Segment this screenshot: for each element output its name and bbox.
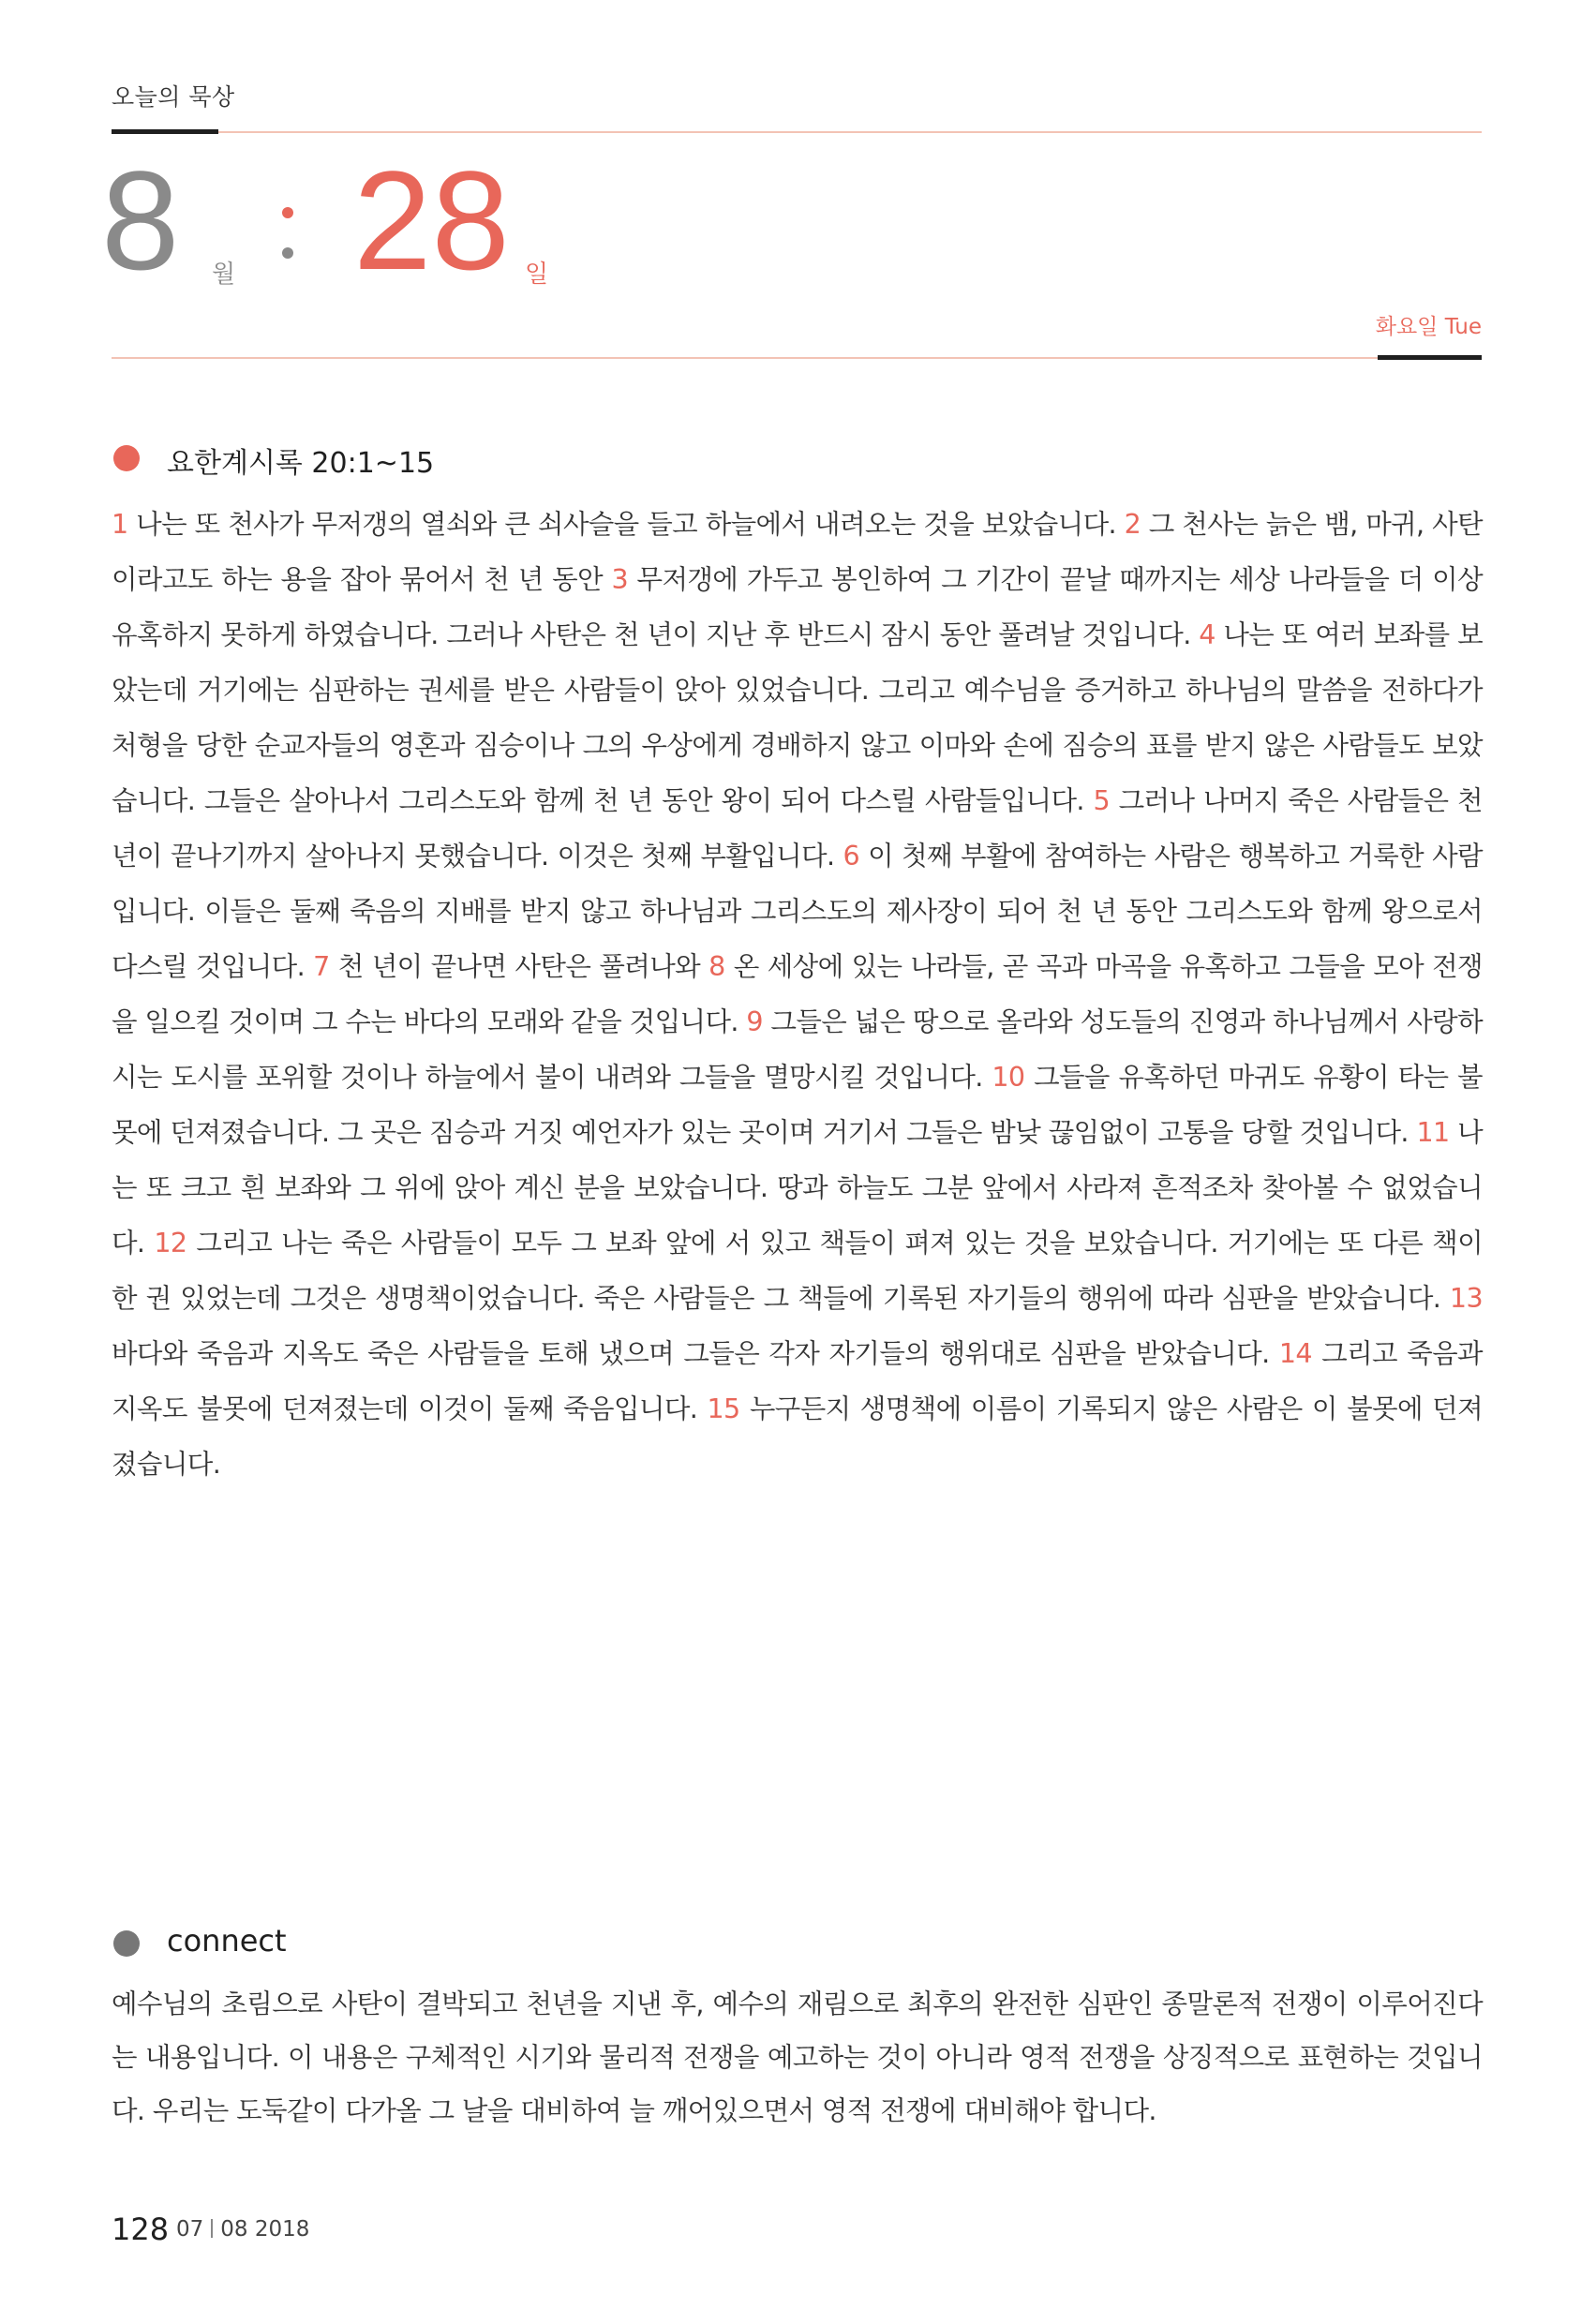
header-divider-accent [1378, 355, 1482, 360]
verse-text: 그 천사는 늙은 뱀, 마귀, 사탄이라고도 하는 용을 잡아 묶어서 천 년 동안 [112, 509, 1483, 595]
verse-number: 10 [992, 1062, 1025, 1093]
connect-body: 예수님의 초림으로 사탄이 결박되고 천년을 지낸 후, 예수의 재림으로 최후의 완전한 심판인 종말론적 전쟁이 이루어진다는 내용입니다. 이 내용은 구체적인 시기와 물리적 전쟁을 예고하는 것이 아니라 영적 전쟁을 상징적으로 표현하는 것입니다. 우리는 도둑같이 다가올 그 날을 대비하여 늘 깨어있으면서 영적 전쟁에 대비해야 합니다. [112, 1989, 1483, 2126]
verse-text: 그들은 넓은 땅으로 올라와 성도들의 진영과 하나님께서 사랑하시는 도시를 포위할 것이나 하늘에서 불이 내려와 그들을 멸망시킬 것입니다. [112, 1006, 1484, 1093]
verse-number: 3 [611, 564, 629, 595]
verse-text: 온 세상에 있는 나라들, 곧 곡과 마곡을 유혹하고 그들을 모아 전쟁을 일으킬 것이며 그 수는 바다의 모래와 같을 것입니다. [112, 951, 1483, 1037]
verse-number: 8 [709, 951, 725, 982]
verse-text: 무저갱에 가두고 봉인하여 그 기간이 끝날 때까지는 세상 나라들을 더 이상 유혹하지 못하게 하였습니다. 그러나 사탄은 천 년이 지난 후 반드시 잠시 동안 풀려날 것입니다. [112, 564, 1484, 650]
section-label: 오늘의 묵상 [112, 83, 235, 111]
passage-bullet-icon [113, 445, 140, 471]
verse [112, 1228, 1483, 1314]
date-day-unit: 일 [525, 261, 549, 289]
verse-number: 9 [746, 1006, 763, 1037]
verse [313, 951, 700, 982]
verse-text: 그러나 나머지 죽은 사람들은 천 년이 끝나기까지 살아나지 못했습니다. 이것은 첫째 부활입니다. [112, 785, 1483, 872]
date-separator-dot-bottom [282, 247, 293, 259]
verse-number: 14 [1278, 1338, 1312, 1369]
date-month: 8 [101, 142, 180, 299]
connect-heading: connect [167, 1923, 287, 1959]
top-divider-accent [112, 129, 218, 134]
verse-text: 나는 또 여러 보좌를 보았는데 거기에는 심판하는 권세를 받은 사람들이 앉아 있었습니다. 그리고 예수님을 증거하고 하나님의 말씀을 전하다가 처형을 당한 순교자들의 영혼과 짐승이나 그의 우상에게 경배하지 않고 이마와 손에 짐승의 표를 받지 않은 사람들도 보았습니다. 그들은 살아나서 그리스도와 함께 천 년 동안 왕이 되어 다스릴 사람들입니다. [112, 619, 1484, 816]
verse-text: 천 년이 끝나면 사탄은 풀려나와 [337, 951, 701, 982]
passage-reference: 요한계시록 20:1~15 [167, 447, 435, 480]
verse [112, 509, 1116, 540]
date-day: 28 [353, 142, 510, 299]
issue-months: 07 [176, 2217, 204, 2242]
verse-number: 4 [1199, 619, 1216, 650]
verse-text: 그들을 유혹하던 마귀도 유황이 타는 불못에 던져졌습니다. 그 곳은 짐승과 거짓 예언자가 있는 곳이며 거기서 그들은 밤낮 끊임없이 고통을 당할 것입니다. [112, 1062, 1483, 1148]
verse-number: 2 [1124, 509, 1141, 540]
page-number: 128 [112, 2212, 170, 2247]
verse-number: 7 [313, 951, 330, 982]
scripture-passage [112, 497, 1483, 1492]
date-separator-dot-top [282, 207, 293, 218]
header-divider [112, 357, 1482, 359]
verse-text: 바다와 죽음과 지옥도 죽은 사람들을 토해 냈으며 그들은 각자 자기들의 행위대로 심판을 받았습니다. [112, 1338, 1270, 1369]
top-divider [112, 131, 1482, 133]
verse-number: 5 [1093, 785, 1110, 816]
issue-info [176, 2217, 309, 2242]
verse-number: 1 [112, 509, 128, 540]
verse-text: 그리고 나는 죽은 사람들이 모두 그 보좌 앞에 서 있고 책들이 펴져 있는 것을 보았습니다. 거기에는 또 다른 책이 한 권 있었는데 그것은 생명책이었습니다. 죽은 사람들은 그 책들에 기록된 자기들의 행위에 따라 심판을 받았습니다. [112, 1228, 1484, 1314]
connect-bullet-icon [113, 1930, 140, 1957]
weekday-label: 화요일 Tue [1375, 315, 1482, 339]
verse-text: 나는 또 크고 흰 보좌와 그 위에 앉아 계신 분을 보았습니다. 땅과 하늘도 그분 앞에서 사라져 흔적조차 찾아볼 수 없었습니다. [112, 1117, 1483, 1259]
issue-month-year: 08 2018 [220, 2217, 310, 2242]
verse-number: 13 [1449, 1283, 1483, 1314]
verse-text: 누구든지 생명책에 이름이 기록되지 않은 사람은 이 불못에 던져졌습니다. [112, 1393, 1483, 1480]
verse-number: 6 [843, 841, 860, 872]
verse-text: 이 첫째 부활에 참여하는 사람은 행복하고 거룩한 사람입니다. 이들은 둘째 죽음의 지배를 받지 않고 하나님과 그리스도의 제사장이 되어 천 년 동안 그리스도와 함께 왕으로서 다스릴 것입니다. [112, 841, 1483, 982]
verse-text: 나는 또 천사가 무저갱의 열쇠와 큰 쇠사슬을 들고 하늘에서 내려오는 것을 보았습니다. [136, 509, 1116, 540]
issue-separator [211, 2219, 213, 2238]
verse-number: 11 [1416, 1117, 1450, 1148]
verse-number: 12 [154, 1228, 187, 1259]
date-month-unit: 월 [212, 261, 236, 289]
verse-number: 15 [707, 1393, 740, 1424]
verse-text: 그리고 죽음과 지옥도 불못에 던져졌는데 이것이 둘째 죽음입니다. [112, 1338, 1483, 1424]
